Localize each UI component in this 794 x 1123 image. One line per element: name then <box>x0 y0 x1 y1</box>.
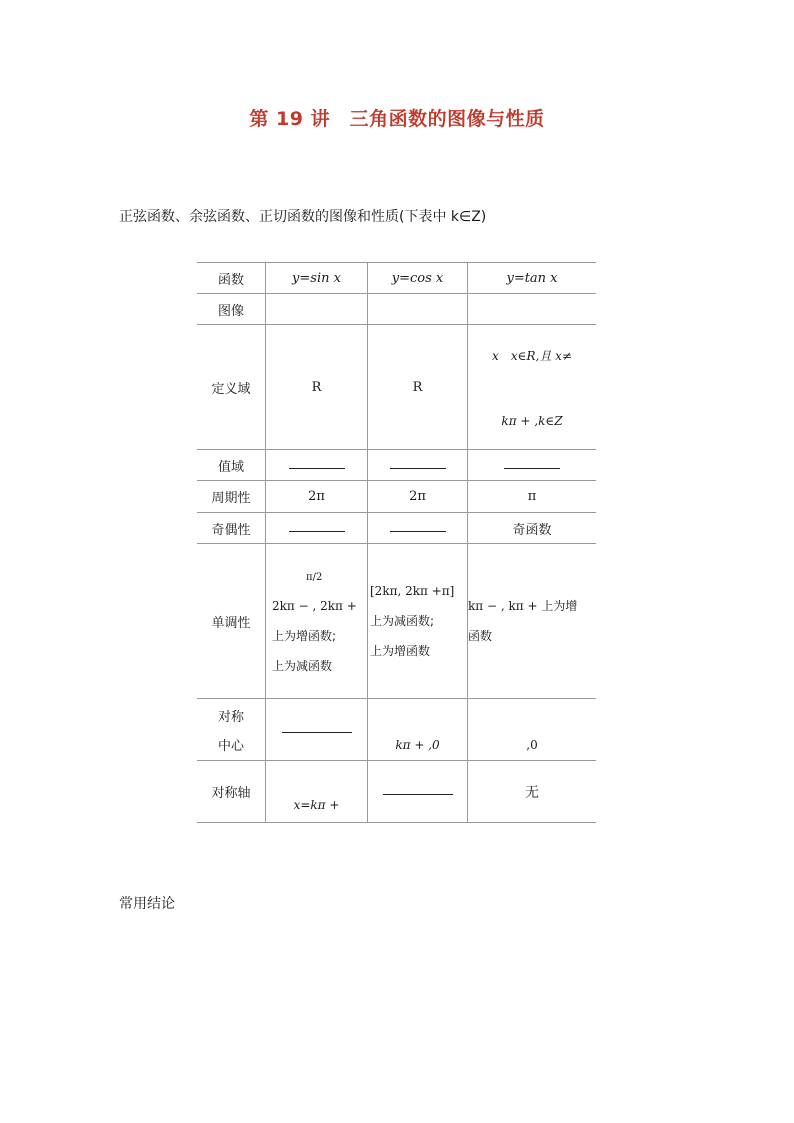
cell-parity-sin <box>266 513 368 544</box>
label-graph: 图像 <box>197 294 266 325</box>
label-symmetry-center-line2: 中心 <box>217 738 244 754</box>
cell-range-tan <box>468 450 597 481</box>
label-period: 周期性 <box>197 481 266 513</box>
row-period <box>197 481 596 513</box>
cell-center-cos: kπ + ,0 <box>368 699 468 761</box>
cell-parity-tan: 奇函数 <box>468 513 597 544</box>
row-graph <box>197 294 596 325</box>
section-heading: 常用结论 <box>119 896 175 912</box>
label-symmetry-axis: 对称轴 <box>197 761 266 823</box>
blank-line <box>504 467 560 469</box>
row-monotonic <box>197 544 596 699</box>
cos-increasing-text: 上为增函数 <box>370 644 431 658</box>
tan-interval-increasing: kπ − , kπ + 上为增 <box>468 599 578 613</box>
row-symmetry-center <box>197 699 596 761</box>
row-parity <box>197 513 596 544</box>
tan-increasing-text: 函数 <box>468 629 493 643</box>
domain-tan-exclusion: kπ + ,k∈Z <box>501 413 563 428</box>
cell-monotonic-cos <box>368 544 468 699</box>
label-domain: 定义域 <box>197 325 266 450</box>
blank-line <box>282 731 352 733</box>
cell-parity-cos <box>368 513 468 544</box>
blank-line <box>383 793 453 795</box>
cell-range-sin <box>266 450 368 481</box>
table-header-row <box>197 263 596 294</box>
blank-line <box>289 467 345 469</box>
cell-domain-cos: R <box>368 325 468 450</box>
label-monotonic: 单调性 <box>197 544 266 699</box>
cell-monotonic-tan <box>468 544 597 699</box>
label-symmetry-center <box>197 699 266 761</box>
cell-graph-cos <box>368 294 468 325</box>
sin-interval-increasing: 2kπ − , 2kπ + <box>272 599 357 613</box>
cell-axis-cos <box>368 761 468 823</box>
cell-range-cos <box>368 450 468 481</box>
cell-domain-tan <box>468 325 597 450</box>
header-sin: y=sin x <box>266 263 368 294</box>
label-range: 值域 <box>197 450 266 481</box>
sin-increasing-text: 上为增函数; <box>272 629 337 643</box>
sin-decreasing-text: 上为减函数 <box>272 659 333 673</box>
blank-line <box>390 467 446 469</box>
row-symmetry-axis <box>197 761 596 823</box>
cell-center-tan: ,0 <box>468 699 597 761</box>
cell-period-sin: 2π <box>266 481 368 513</box>
cell-graph-tan <box>468 294 597 325</box>
cell-monotonic-sin <box>266 544 368 699</box>
header-tan: y=tan x <box>468 263 597 294</box>
cell-axis-tan: 无 <box>468 761 597 823</box>
page-title: 第 19 讲 三角函数的图像与性质 <box>249 108 545 130</box>
label-parity: 奇偶性 <box>197 513 266 544</box>
label-symmetry-center-line1: 对称 <box>217 709 244 725</box>
cell-period-cos: 2π <box>368 481 468 513</box>
cos-interval-decreasing: [2kπ, 2kπ +π] <box>370 584 455 598</box>
cell-axis-sin: x=kπ + <box>266 761 368 823</box>
cell-period-tan: π <box>468 481 597 513</box>
domain-tan-condition: x x∈R,且 x≠ <box>492 348 572 363</box>
pi-over-2-fraction: π/2 <box>306 572 323 583</box>
row-domain <box>197 325 596 450</box>
trig-properties-table <box>197 262 596 823</box>
blank-line <box>289 530 345 532</box>
header-function: 函数 <box>197 263 266 294</box>
blank-line <box>390 530 446 532</box>
intro-text: 正弦函数、余弦函数、正切函数的图像和性质(下表中 k∈Z) <box>119 209 487 225</box>
cell-center-sin <box>266 699 368 761</box>
header-cos: y=cos x <box>368 263 468 294</box>
row-range <box>197 450 596 481</box>
cell-domain-sin: R <box>266 325 368 450</box>
cell-graph-sin <box>266 294 368 325</box>
cos-decreasing-text: 上为减函数; <box>370 614 435 628</box>
